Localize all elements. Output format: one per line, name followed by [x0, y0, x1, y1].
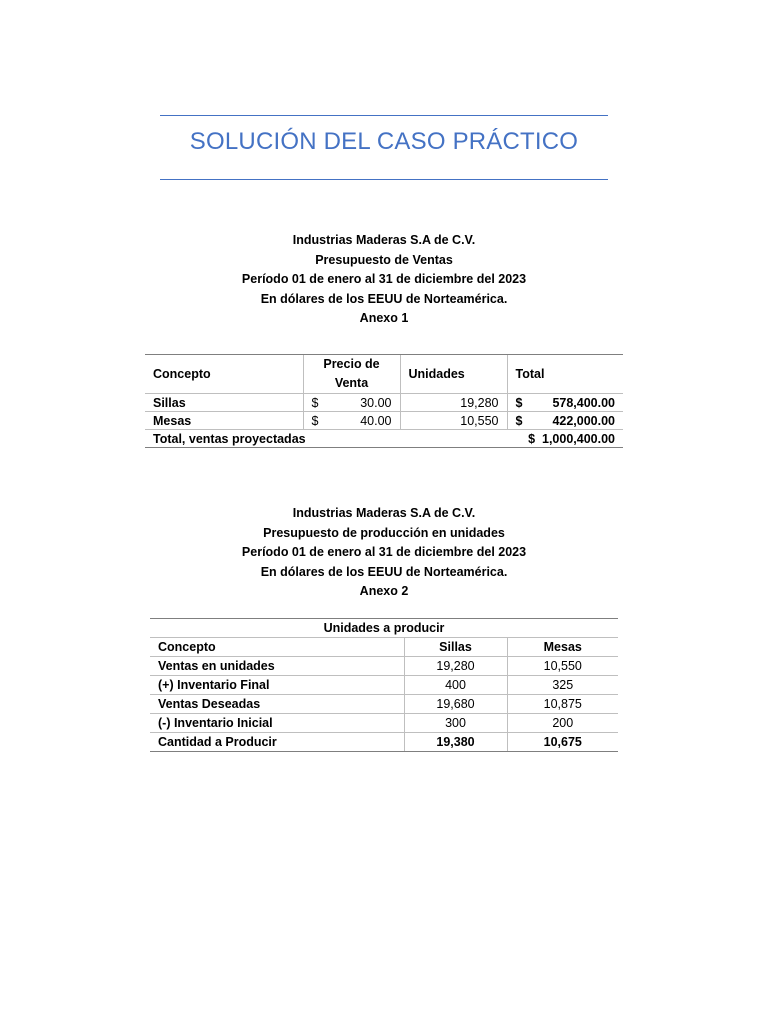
table-header-row: [150, 638, 618, 657]
table-row: [150, 695, 618, 714]
row-total: [507, 394, 623, 412]
col-header-total: Total: [507, 355, 623, 394]
col-header-mesas: Mesas: [507, 638, 618, 657]
currency-symbol: $: [311, 395, 319, 410]
row-sillas: 19,680: [404, 695, 507, 714]
row-mesas: 10,550: [507, 657, 618, 676]
row-total: [507, 412, 623, 430]
row-sillas: 400: [404, 676, 507, 695]
row-sillas: 300: [404, 714, 507, 733]
row-unidades: 10,550: [400, 412, 507, 430]
col-header-unidades: Unidades: [400, 355, 507, 394]
price-value: 40.00: [360, 413, 392, 428]
title-rule-top: [160, 115, 608, 116]
currency-symbol: $: [515, 413, 523, 428]
table-row: [150, 676, 618, 695]
row-mesas: 325: [507, 676, 618, 695]
row-concepto: Ventas Deseadas: [150, 695, 404, 714]
sales-budget-table: [145, 354, 623, 448]
annex2-label: Anexo 2: [359, 584, 409, 598]
title-rule-bottom: [160, 179, 608, 180]
annex2-period: Período 01 de enero al 31 de diciembre del 2023: [241, 545, 527, 559]
row-concepto: (+) Inventario Final: [150, 676, 404, 695]
table-row: [150, 657, 618, 676]
row-sillas: 19,380: [404, 733, 507, 752]
table-caption-row: [150, 619, 618, 638]
row-precio: [303, 394, 400, 412]
production-budget-table: [150, 618, 618, 752]
annex2-company: Industrias Maderas S.A de C.V.: [292, 506, 476, 520]
total-row: [145, 430, 623, 448]
annex2-currency-note: En dólares de los EEUU de Norteamérica.: [260, 564, 508, 579]
row-concepto: Ventas en unidades: [150, 657, 404, 676]
annex1-label: Anexo 1: [359, 311, 409, 325]
annex1-currency-note: En dólares de los EEUU de Norteamérica.: [260, 291, 508, 306]
col-header-precio: Precio de Venta: [303, 355, 400, 394]
table-row: [145, 412, 623, 430]
col-header-concepto: Concepto: [150, 638, 404, 657]
page-title: SOLUCIÓN DEL CASO PRÁCTICO: [189, 128, 579, 155]
table-row: [145, 394, 623, 412]
row-sillas: 19,280: [404, 657, 507, 676]
col-header-sillas: Sillas: [404, 638, 507, 657]
row-mesas: 10,875: [507, 695, 618, 714]
total-value: $ 1,000,400.00: [507, 430, 623, 448]
total-value: 422,000.00: [552, 413, 615, 428]
table-header-row: [145, 355, 623, 394]
annex1-report-name: Presupuesto de Ventas: [315, 252, 453, 267]
annex1-company: Industrias Maderas S.A de C.V.: [292, 233, 476, 247]
annex2-report-name: Presupuesto de producción en unidades: [263, 525, 505, 540]
annex2-header: [0, 504, 768, 602]
row-concepto: (-) Inventario Inicial: [150, 714, 404, 733]
currency-symbol: $: [311, 413, 319, 428]
row-precio: [303, 412, 400, 430]
col-header-concepto: Concepto: [145, 355, 303, 394]
table-row: [150, 714, 618, 733]
row-mesas: 200: [507, 714, 618, 733]
price-value: 30.00: [360, 395, 392, 410]
currency-symbol: $: [515, 395, 523, 410]
row-concepto: Cantidad a Producir: [150, 733, 404, 752]
row-mesas: 10,675: [507, 733, 618, 752]
row-concepto: Mesas: [145, 412, 303, 430]
row-concepto: Sillas: [145, 394, 303, 412]
table-row: [150, 733, 618, 752]
annex1-period: Período 01 de enero al 31 de diciembre del 2023: [241, 272, 527, 286]
row-unidades: 19,280: [400, 394, 507, 412]
table-caption: Unidades a producir: [150, 619, 618, 638]
total-label: Total, ventas proyectadas: [145, 430, 507, 448]
total-value: 578,400.00: [552, 395, 615, 410]
annex1-header: [0, 231, 768, 329]
